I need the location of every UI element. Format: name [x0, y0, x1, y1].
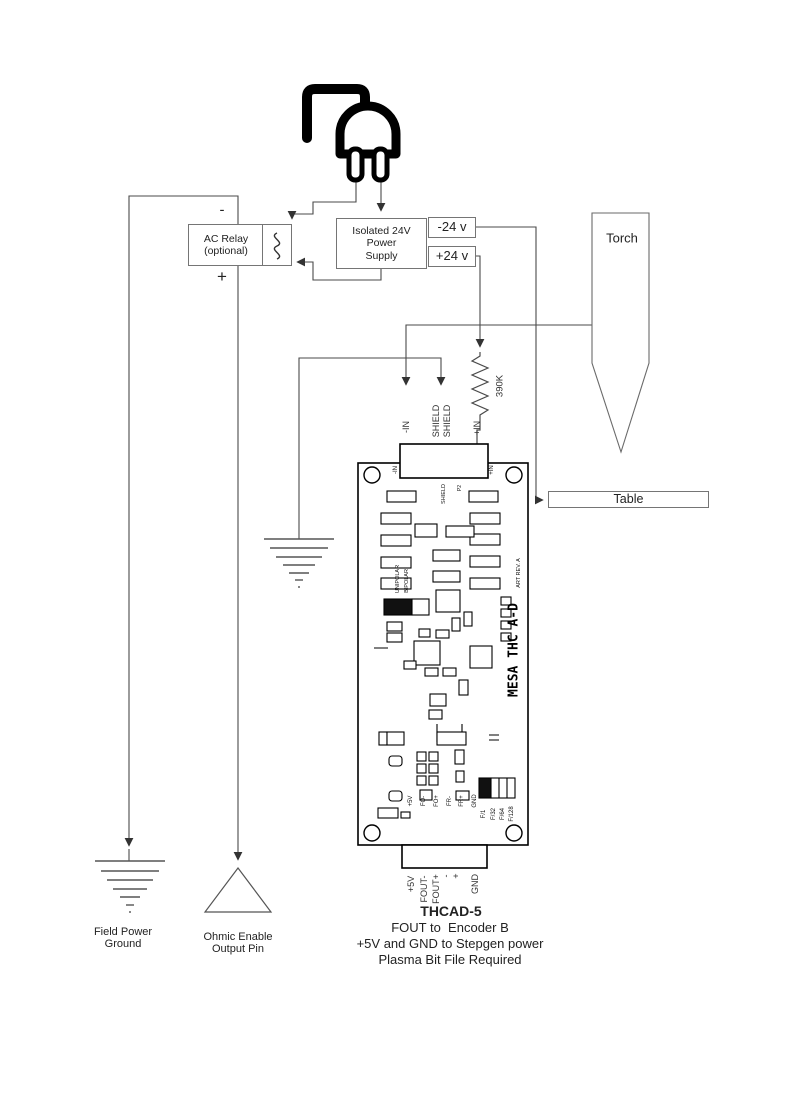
board-bottom-connector	[402, 845, 487, 868]
board-pin-fo-minus: FO-	[421, 795, 427, 807]
wire-plug-to-relay	[292, 180, 356, 218]
supply-label: Isolated 24V Power	[352, 225, 411, 250]
neg24-label: -24 v	[437, 219, 467, 235]
ext-pin-minus: -	[441, 874, 451, 878]
board-pin-fr-plus: FR+	[459, 795, 465, 807]
freq-jumper-block	[479, 778, 491, 798]
board-pin-gnd: GND	[472, 794, 478, 808]
ac-coil-box	[262, 224, 292, 266]
ac-relay-box	[188, 224, 264, 266]
pos24-label: +24 v	[435, 248, 469, 264]
ext-pin-fout-plus: FOUT+	[431, 874, 441, 904]
pin-label-neg-in: -IN	[401, 421, 411, 433]
resistor-value-label: 390K	[494, 374, 506, 398]
power-plug-icon	[307, 89, 396, 180]
freq-label-f1: F/1	[481, 809, 487, 819]
torch-shape	[592, 213, 649, 452]
mesa-logo: MESA THC A-D	[506, 603, 522, 697]
board-p2-label: P2	[457, 484, 463, 492]
caption-title: THCAD-5	[420, 903, 482, 919]
freq-label-f32: F/32	[491, 807, 497, 821]
power-supply-box	[336, 218, 427, 269]
unipolar-label: UNIPOLAR	[395, 564, 401, 594]
board-top-connector	[400, 444, 488, 478]
board-pin-5v: +5V	[408, 795, 414, 807]
field-ground-line1: Field Power	[93, 926, 153, 938]
relay-sublabel: (optional)	[204, 245, 248, 257]
field-ground-line2: Ground	[104, 938, 142, 950]
bipolar-label: BIPOLAR	[404, 569, 410, 593]
board-rev-label: ART REV. A	[516, 558, 522, 588]
board-neg-in-label: -IN	[393, 466, 399, 474]
table-label: Table	[613, 492, 644, 507]
board-pin-fo-plus: FO+	[434, 795, 440, 807]
wire-neg-to-field-ground	[129, 196, 238, 845]
freq-label-f64: F/64	[500, 807, 506, 821]
table-box	[548, 491, 709, 508]
relay-minus-label: -	[219, 201, 225, 219]
board-shield-label: SHIELD	[441, 484, 447, 504]
pin-label-shield-2: SHIELD	[442, 404, 452, 438]
field-ground-label	[94, 902, 152, 974]
board-pos-in-label: +IN	[489, 465, 495, 475]
thcad-board	[358, 444, 528, 868]
neg24-box	[428, 217, 476, 238]
ohmic-triangle-icon	[205, 868, 271, 912]
earth-ground-icon	[264, 539, 334, 587]
pos24-box	[428, 246, 476, 267]
unipolar-jumper-block	[384, 599, 412, 615]
ohmic-line2: Output Pin	[212, 943, 264, 955]
relay-label: AC Relay	[203, 232, 249, 245]
caption-line-3: Plasma Bit File Required	[378, 952, 522, 967]
ohmic-line1: Ohmic Enable	[203, 931, 273, 943]
torch-label: Torch	[606, 230, 638, 246]
caption-line-2: +5V and GND to Stepgen power	[356, 936, 544, 951]
pin-label-pos-in: +IN	[472, 420, 482, 436]
freq-label-f128: F/128	[509, 806, 515, 822]
ac-sine-icon	[266, 229, 288, 261]
ext-pin-gnd: GND	[470, 874, 480, 894]
ohmic-label	[203, 907, 272, 979]
ext-pin-plus: +	[451, 873, 461, 879]
board-pin-fr-minus: FR-	[447, 796, 453, 806]
ext-pin-5v: +5V	[406, 875, 416, 893]
ext-pin-fout-minus: FOUT-	[419, 875, 429, 903]
pin-label-shield-1: SHIELD	[431, 404, 441, 438]
supply-sublabel: Supply	[365, 249, 398, 262]
caption-line-1: FOUT to Encoder B	[391, 920, 509, 935]
wire-pos24-to-resistor	[473, 256, 480, 346]
relay-plus-label: +	[217, 267, 227, 286]
